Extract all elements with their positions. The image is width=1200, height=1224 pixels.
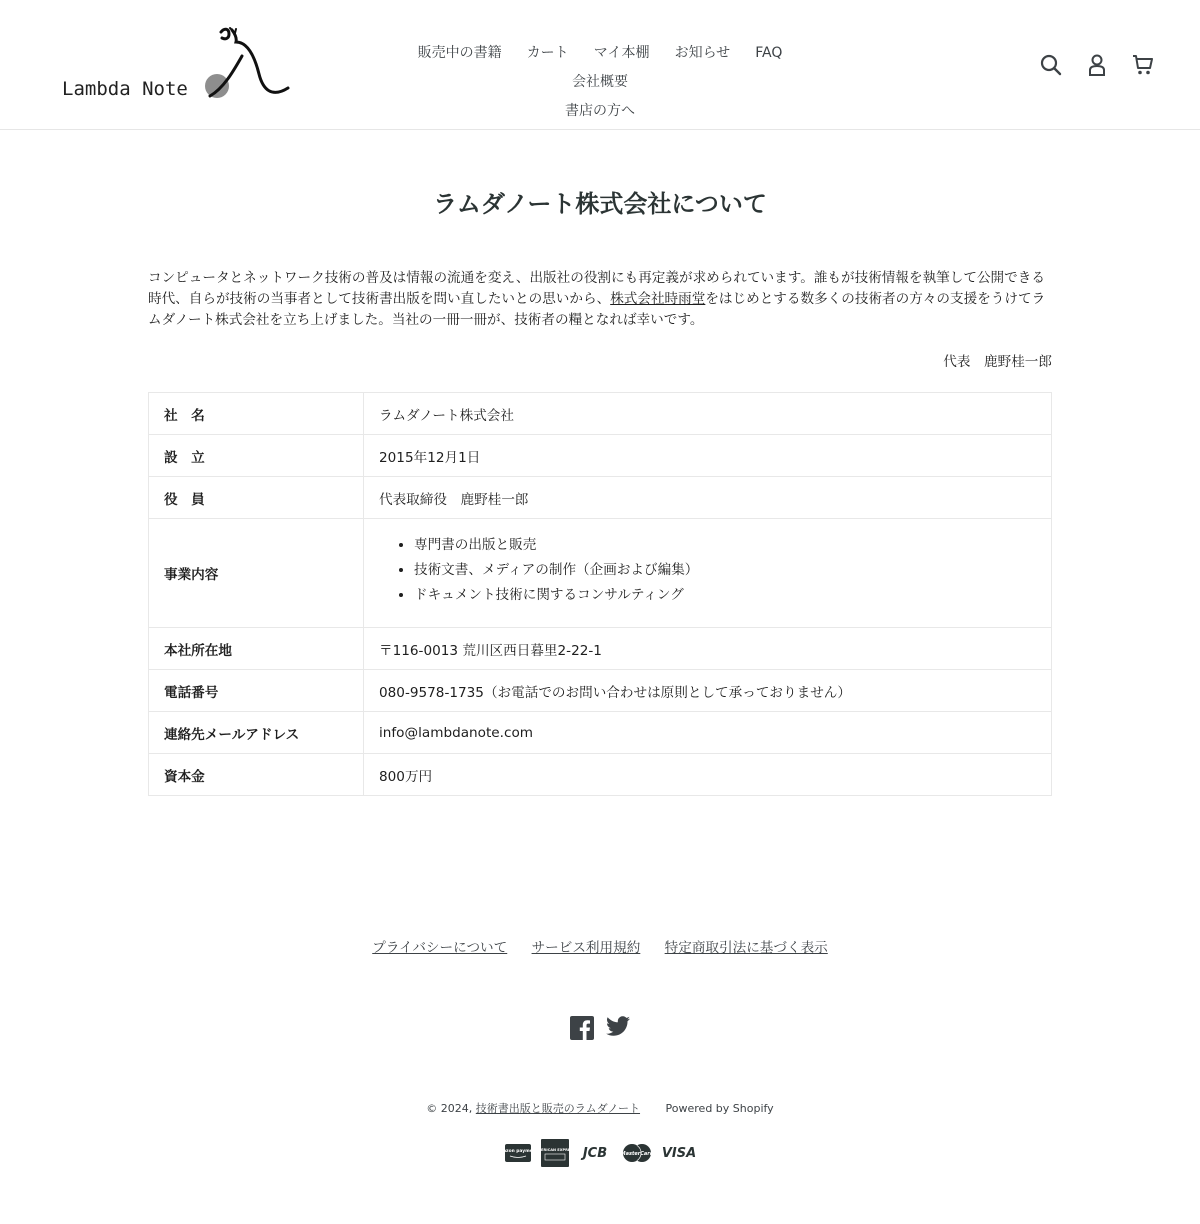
table-row [149, 435, 1052, 477]
nav-books[interactable]: 販売中の書籍 [417, 45, 502, 61]
nav-company[interactable]: 会社概要 [572, 74, 628, 90]
site-header [0, 0, 1200, 130]
visa-label: VISA [661, 1145, 697, 1161]
powered-by-shopify: Powered by Shopify [665, 1102, 774, 1115]
payment-icons [0, 1140, 1200, 1166]
row-value: 2015年12月1日 [364, 435, 1052, 477]
row-value: 080-9578-1735（お電話でのお問い合わせは原則として承っておりません） [364, 670, 1052, 712]
header-icons [1038, 52, 1156, 78]
table-row [149, 628, 1052, 670]
cart-icon[interactable] [1130, 52, 1156, 78]
social-links [0, 1016, 1200, 1044]
table-row [149, 712, 1052, 754]
shiguredo-link[interactable]: 株式会社時雨堂 [610, 291, 706, 307]
amazon-payments-icon [495, 1140, 541, 1166]
table-row [149, 477, 1052, 519]
list-item: • 技術文書、メディアの制作（企画および編集） [414, 558, 1036, 583]
row-value [364, 519, 1052, 628]
nav-my-bookshelf[interactable]: マイ本棚 [593, 45, 650, 61]
commercial-law-link[interactable]: 特定商取引法に基づく表示 [664, 940, 828, 956]
nav-cart[interactable]: カート [526, 45, 569, 61]
page-title: ラムダノート株式会社について [433, 190, 767, 218]
nav-news[interactable]: お知らせ [674, 45, 731, 61]
mastercard-label: MasterCard [620, 1151, 654, 1157]
jcb-icon [579, 1140, 611, 1166]
footer-links [0, 936, 1200, 956]
row-label: 設 立 [149, 435, 364, 477]
terms-link[interactable]: サービス利用規約 [531, 940, 641, 956]
amazon-label: amazon payments [495, 1149, 541, 1154]
lambda-logo-icon [202, 26, 296, 104]
intro-text-part1: コンピュータとネットワーク技術の普及は情報の流通を変え、出版社の役割にも再定義が求められています。誰もが技術情報を執筆して公開できる時代、自らが技術の当事者として技術書出版を問い直したいとの思いから、 [148, 270, 1045, 307]
intro-text-part2: をはじめとする数多くの技術者の方々の支援をうけてラムダノート株式会社を立ち上げました。当社の一冊一冊が、技術者の糧となれば幸いです。 [148, 291, 1046, 328]
copyright-prefix: © 2024, [426, 1102, 473, 1115]
company-info-table [148, 392, 1052, 796]
row-label: 社 名 [149, 393, 364, 435]
list-item: • 専門書の出版と販売 [414, 533, 1036, 558]
visa-icon [663, 1140, 695, 1166]
row-label: 事業内容 [149, 519, 364, 628]
row-value: info@lambdanote.com [364, 712, 1052, 754]
row-value: 〒116-0013 荒川区西日暮里2-22-1 [364, 628, 1052, 670]
intro-paragraph [148, 268, 1052, 331]
row-value: ラムダノート株式会社 [364, 393, 1052, 435]
jcb-label: JCB [582, 1145, 608, 1161]
row-value: 800万円 [364, 754, 1052, 796]
search-icon[interactable] [1038, 52, 1064, 78]
row-label: 役 員 [149, 477, 364, 519]
table-row [149, 519, 1052, 628]
table-row [149, 670, 1052, 712]
list-item: • ドキュメント技術に関するコンサルティング [414, 583, 1036, 608]
main-nav [370, 38, 830, 125]
facebook-icon[interactable] [570, 1016, 594, 1044]
nav-faq[interactable]: FAQ [755, 45, 783, 61]
amex-icon [534, 1140, 576, 1166]
site-logo[interactable] [60, 26, 296, 104]
mastercard-icon [621, 1140, 653, 1166]
table-row [149, 393, 1052, 435]
account-icon[interactable] [1084, 52, 1110, 78]
privacy-link[interactable]: プライバシーについて [372, 940, 508, 956]
row-label: 資本金 [149, 754, 364, 796]
business-list [394, 533, 1036, 608]
store-home-link[interactable]: 技術書出版と販売のラムダノート [475, 1102, 641, 1115]
row-value: 代表取締役 鹿野桂一郎 [364, 477, 1052, 519]
twitter-icon[interactable] [606, 1016, 630, 1044]
copyright [0, 1100, 1200, 1116]
table-row [149, 754, 1052, 796]
representative-signature: 代表 鹿野桂一郎 [943, 354, 1052, 370]
amex-label: AMERICAN EXPRESS [534, 1148, 576, 1152]
row-label: 本社所在地 [149, 628, 364, 670]
row-label: 電話番号 [149, 670, 364, 712]
row-label: 連絡先メールアドレス [149, 712, 364, 754]
logo-text: Lambda Note [62, 78, 188, 100]
nav-bookstores[interactable]: 書店の方へ [565, 103, 635, 119]
